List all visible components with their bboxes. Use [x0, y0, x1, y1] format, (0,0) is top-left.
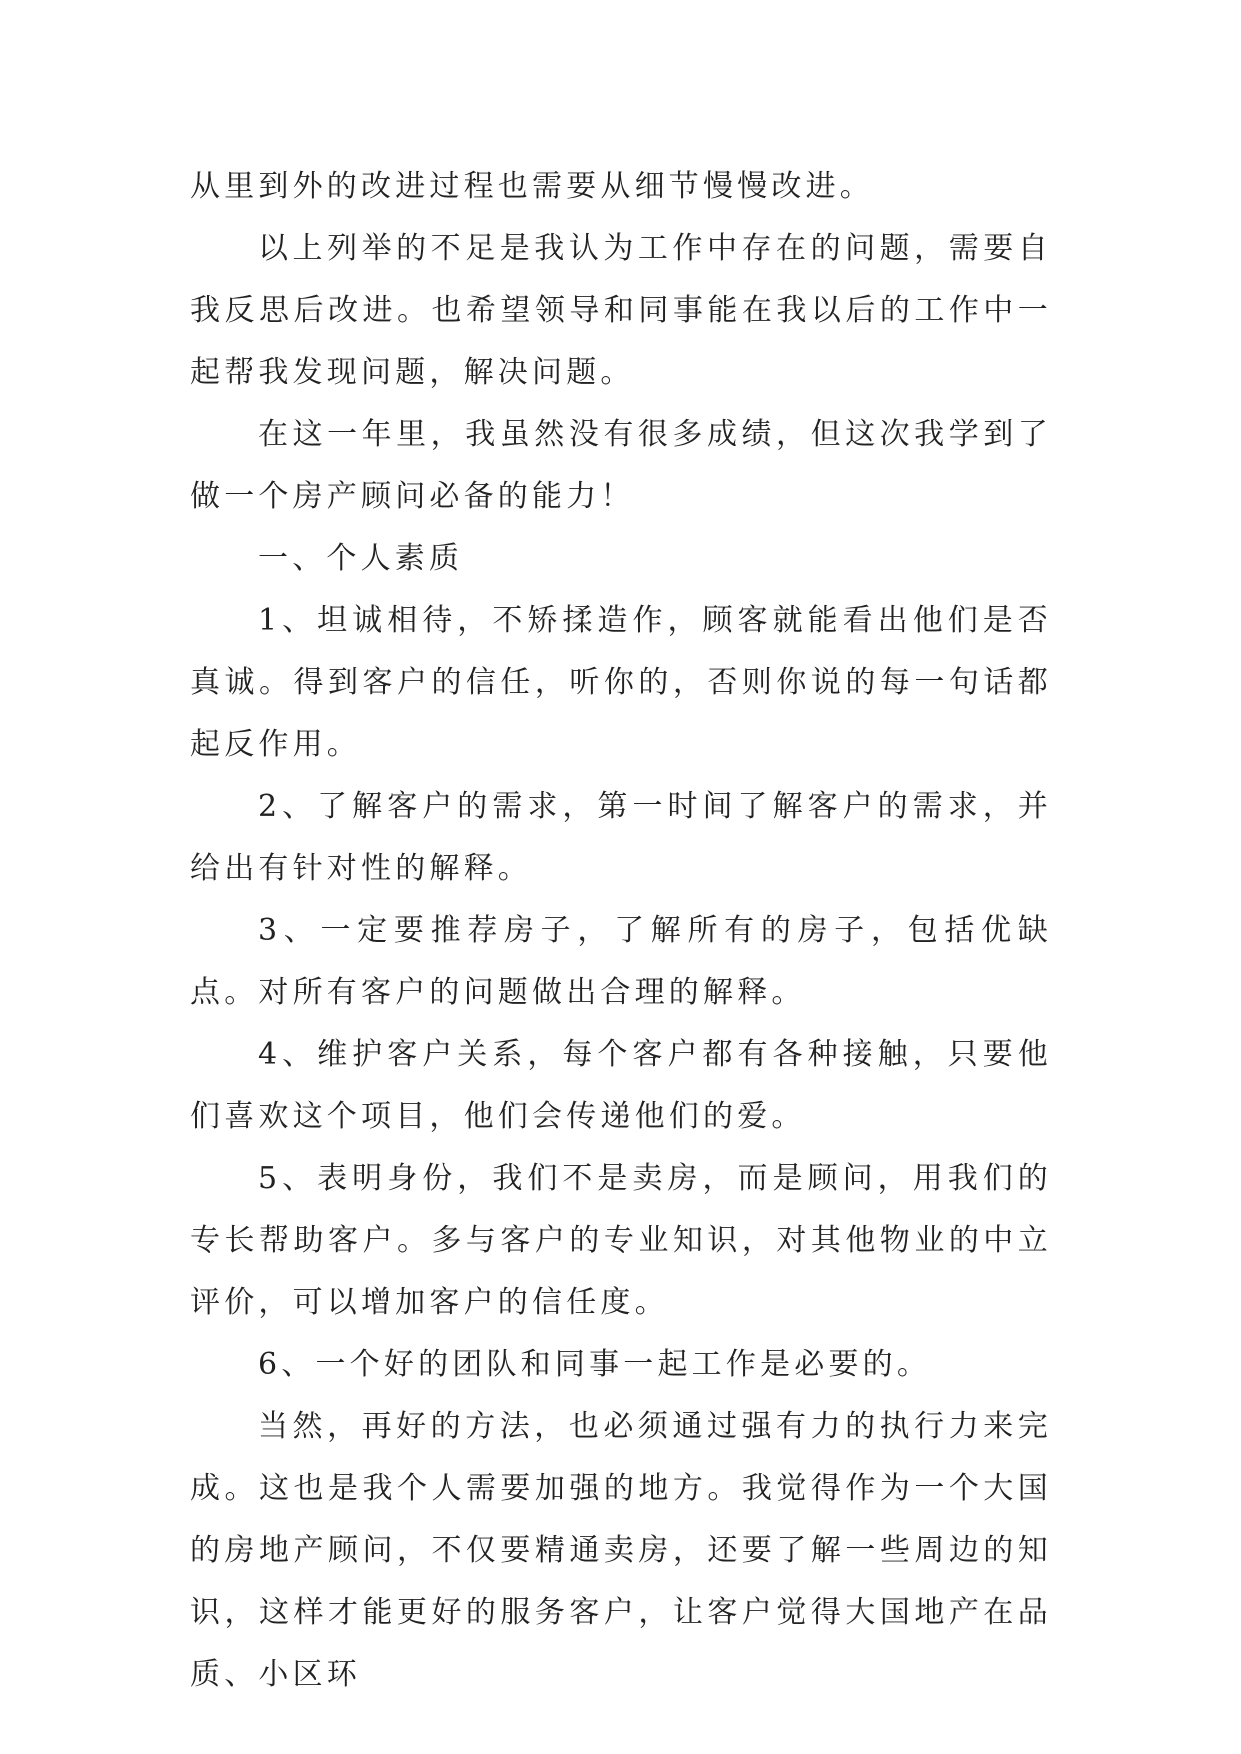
list-item-1: 1、坦诚相待，不矫揉造作，顾客就能看出他们是否真诚。得到客户的信任，听你的，否则你说的每一句话都起反作用。 — [190, 603, 1052, 762]
document-body — [190, 156, 1052, 1706]
list-item-6: 6、一个好的团队和同事一起工作是必要的。 — [258, 1347, 932, 1382]
paragraph-execution: 当然，再好的方法，也必须通过强有力的执行力来完成。这也是我个人需要加强的地方。我觉得作为一个大国的房地产顾问，不仅要精通卖房，还要了解一些周边的知识，这样才能更好的服务客户，让客户觉得大国地产在品质、小区环 — [190, 1409, 1052, 1692]
list-item-3: 3、一定要推荐房子，了解所有的房子，包括优缺点。对所有客户的问题做出合理的解释。 — [190, 913, 1052, 1010]
paragraph-shortcomings: 以上列举的不足是我认为工作中存在的问题，需要自我反思后改进。也希望领导和同事能在我以后的工作中一起帮我发现问题，解决问题。 — [190, 231, 1052, 390]
paragraph-year-summary: 在这一年里，我虽然没有很多成绩，但这次我学到了做一个房产顾问必备的能力！ — [190, 417, 1052, 514]
list-item-4: 4、维护客户关系，每个客户都有各种接触，只要他们喜欢这个项目，他们会传递他们的爱。 — [190, 1037, 1052, 1134]
section-heading-personal-quality: 一、个人素质 — [258, 541, 464, 576]
list-item-2: 2、了解客户的需求，第一时间了解客户的需求，并给出有针对性的解释。 — [190, 789, 1052, 886]
list-item-5: 5、表明身份，我们不是卖房，而是顾问，用我们的专长帮助客户。多与客户的专业知识，对其他物业的中立评价，可以增加客户的信任度。 — [190, 1161, 1052, 1320]
paragraph-continuation: 从里到外的改进过程也需要从细节慢慢改进。 — [190, 169, 874, 204]
